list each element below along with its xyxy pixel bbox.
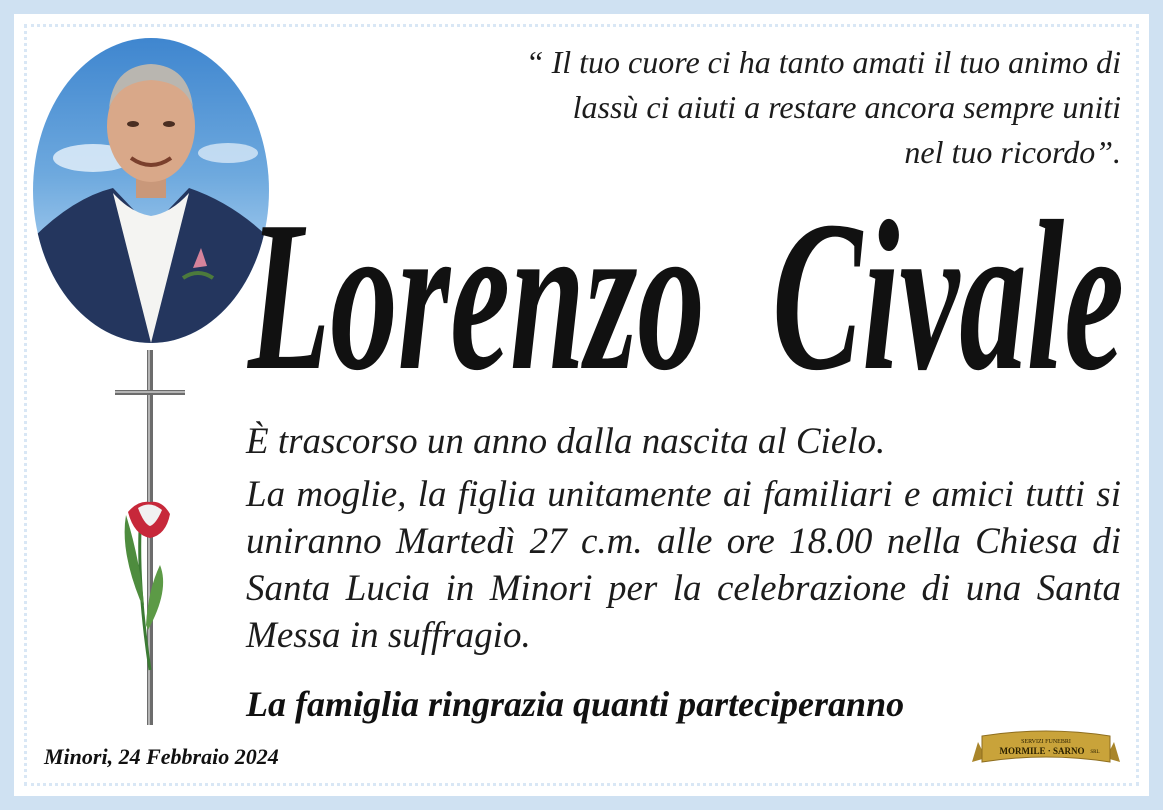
cross-icon bbox=[110, 350, 190, 730]
announcement-intro: È trascorso un anno dalla nascita al Cielo. bbox=[246, 421, 886, 462]
memorial-quote bbox=[301, 40, 1121, 175]
funeral-service-logo bbox=[972, 728, 1120, 774]
logo-top-text: SERVIZI FUNEBRI bbox=[1021, 739, 1071, 745]
quote-line: “ Il tuo cuore ci ha tanto amati il tuo animo di bbox=[525, 44, 1121, 80]
quote-line: lassù ci aiuti a restare ancora sempre uniti bbox=[572, 89, 1121, 125]
announcement-text bbox=[246, 418, 1121, 659]
logo-main-text: MORMILE · SARNO bbox=[999, 746, 1085, 756]
announcement-body: La moglie, la figlia unitamente ai familiari e amici tutti si uniranno Martedì 27 c.m. alle ore 18.00 nella Chiesa di Santa Lucia in Minori per la celebrazione di una Santa Messa in suffragio. bbox=[246, 474, 1121, 656]
logo-suffix: SRL bbox=[1090, 750, 1100, 755]
deceased-name-block bbox=[246, 168, 1126, 408]
deceased-name: Lorenzo Civale bbox=[246, 176, 1125, 408]
place-date: Minori, 24 Febbraio 2024 bbox=[44, 744, 279, 769]
quote-line: nel tuo ricordo”. bbox=[904, 134, 1121, 170]
family-thanks: La famiglia ringrazia quanti parteciperanno bbox=[246, 684, 905, 724]
portrait-photo bbox=[33, 38, 269, 343]
